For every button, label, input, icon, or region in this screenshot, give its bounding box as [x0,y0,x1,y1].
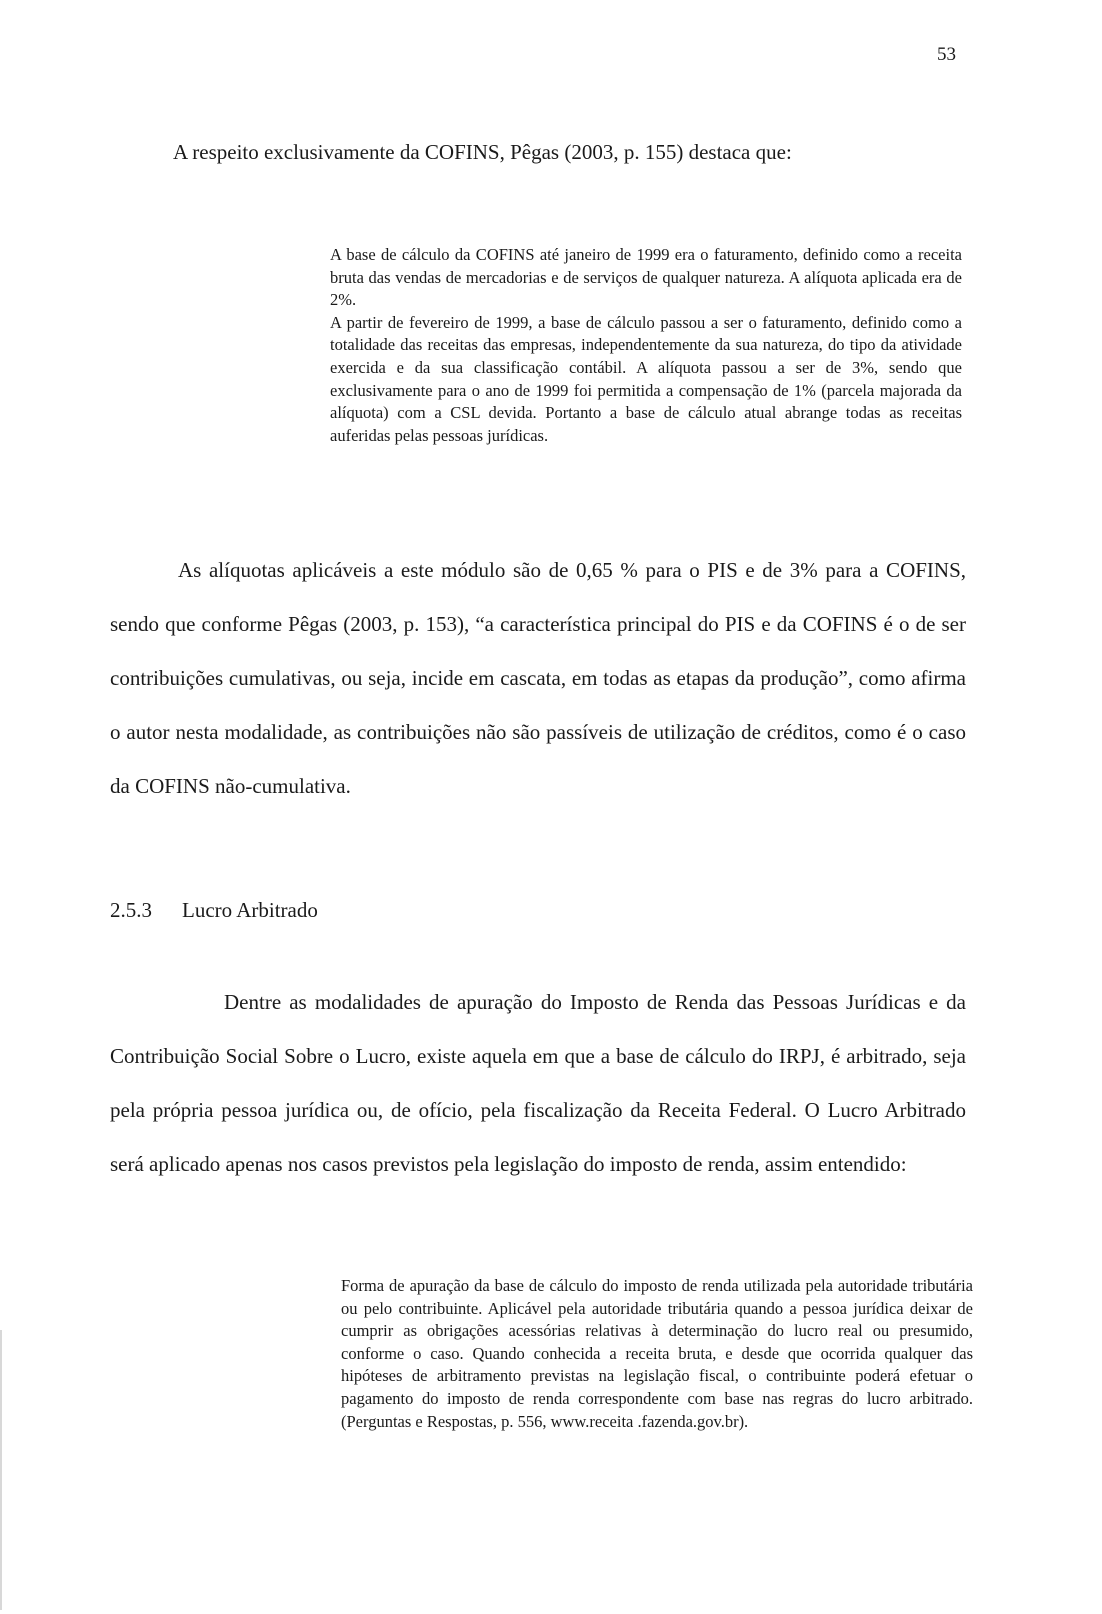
block-quote-paragraph: Forma de apuração da base de cálculo do imposto de renda utilizada pela autoridade tributária ou pelo contribuinte. Aplicável pela autoridade tributária quando a pessoa jurídica deixar de cumprir as obrigações acessórias relativas à determinação do lucro real ou presumido, conforme o caso. Quando conhecida a receita bruta, e desde que ocorrida qualquer das hipóteses de arbitramento previstas na legislação fiscal, o contribuinte poderá efetuar o pagamento do imposto de renda correspondente com base nas regras do lucro arbitrado. (Perguntas e Respostas, p. 556, www.receita .fazenda.gov.br). [341,1276,973,1431]
section-number: 2.5.3 [110,898,152,922]
page-number: 53 [937,44,956,65]
section-title: Lucro Arbitrado [182,898,318,922]
block-quote-paragraph: A base de cálculo da COFINS até janeiro de 1999 era o faturamento, definido como a receita bruta das vendas de mercadorias e de serviços de qualquer natureza. A alíquota aplicada era de 2%. [330,245,962,310]
block-quote-lucro-arbitrado [341,1275,973,1433]
block-quote-paragraph: A partir de fevereiro de 1999, a base de cálculo passou a ser o faturamento, definido como a totalidade das receitas das empresas, independentemente da sua natureza, do tipo da atividade exercida e da sua classificação contábil. A alíquota passou a ser de 3%, sendo que exclusivamente para o ano de 1999 foi permitida a compensação de 1% (parcela majorada da alíquota) com a CSL devida. Portanto a base de cálculo atual abrange todas as receitas auferidas pelas pessoas jurídicas. [330,312,962,445]
body-paragraph-aliquotas: As alíquotas aplicáveis a este módulo são de 0,65 % para o PIS e de 3% para a COFINS, sendo que conforme Pêgas (2003, p. 153), “a característica principal do PIS e da COFINS é o de ser contribuições cumulativas, ou seja, incide em cascata, em todas as etapas da produção”, como afirma o autor nesta modalidade, as contribuições não são passíveis de utilização de créditos, como é o caso da COFINS não-cumulativa. [110,558,966,798]
section-heading [110,898,318,923]
lead-sentence: A respeito exclusivamente da COFINS, Pêgas (2003, p. 155) destaca que: [173,140,792,164]
block-quote-cofins [330,244,962,447]
body-paragraph-lucro-arbitrado: Dentre as modalidades de apuração do Imposto de Renda das Pessoas Jurídicas e da Contribuição Social Sobre o Lucro, existe aquela em que a base de cálculo do IRPJ, é arbitrado, seja pela própria pessoa jurídica ou, de ofício, pela fiscalização da Receita Federal. O Lucro Arbitrado será aplicado apenas nos casos previstos pela legislação do imposto de renda, assim entendido: [110,990,966,1176]
scan-margin-line [0,1330,2,1610]
